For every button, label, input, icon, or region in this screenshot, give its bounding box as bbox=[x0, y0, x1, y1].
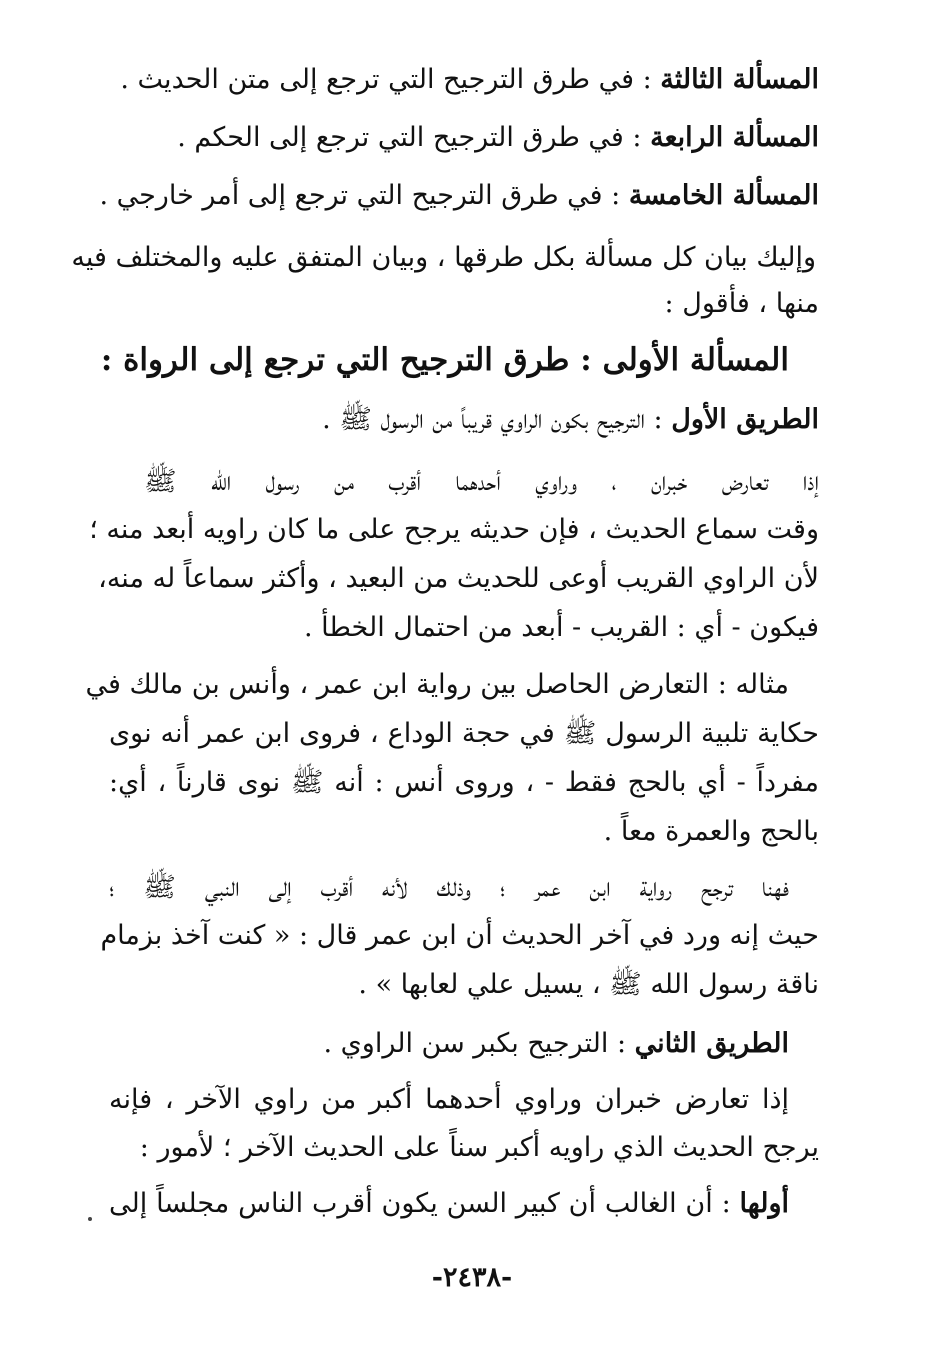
first-reason-label: أولها bbox=[739, 1188, 789, 1219]
method-2-line bbox=[84, 1024, 789, 1064]
intro-line-2: منها ، فأقول : bbox=[664, 288, 819, 319]
para-2-line-4: بالحج والعمرة معاً . bbox=[603, 816, 819, 847]
para-1-line-3: لأن الراوي القريب أوعى للحديث من البعيد ، وأكثر سماعاً له منه، bbox=[98, 563, 819, 594]
method-2-text: : الترجيح بكبر سن الراوي . bbox=[323, 1028, 635, 1059]
issue-4-label: المسألة الرابعة bbox=[650, 122, 819, 153]
para-4-line-2: يرجح الحديث الذي راويه أكبر سناً على الحديث الآخر ؛ لأمور : bbox=[139, 1132, 819, 1163]
method-1-line bbox=[114, 400, 819, 440]
method-1-label: الطريق الأول bbox=[671, 404, 819, 435]
intro-line-1: وإليك بيان كل مسألة بكل طرقها ، وبيان المتفق عليه والمختلف فيه bbox=[71, 242, 816, 273]
issue-4-line bbox=[114, 118, 819, 158]
issue-4-text: : في طرق الترجيح التي ترجع إلى الحكم . bbox=[177, 122, 651, 153]
stray-dot bbox=[88, 1217, 92, 1221]
issue-5-label: المسألة الخامسة bbox=[628, 180, 819, 211]
issue-5-text: : في طرق الترجيح التي ترجع إلى أمر خارجي . bbox=[99, 180, 629, 211]
para-2-line-2: حكاية تلبية الرسول ﷺ في حجة الوداع ، فروى ابن عمر أنه نوى bbox=[109, 718, 819, 749]
issue-3-line bbox=[114, 60, 819, 100]
first-reason-text: : أن الغالب أن كبير السن يكون أقرب الناس مجلساً إلى bbox=[109, 1188, 740, 1219]
para-1-line-1: إذا تعارض خبران ، وراوي أحدهما أقرب من رسول الله ﷺ bbox=[144, 466, 819, 497]
para-4-line-1: إذا تعارض خبران وراوي أحدهما أكبر من راوي الآخر ، فإنه bbox=[109, 1084, 789, 1115]
para-3-line-3: ناقة رسول الله ﷺ ، يسيل علي لعابها » . bbox=[358, 969, 819, 1000]
method-2-label: الطريق الثاني bbox=[634, 1028, 789, 1059]
method-1-text: : الترجيح بكون الراوي قريباً من الرسول ﷺ . bbox=[322, 404, 672, 435]
para-1-line-4: فيكون - أي : القريب - أبعد من احتمال الخطأ . bbox=[304, 612, 819, 643]
issue-3-text: : في طرق الترجيح التي ترجع إلى متن الحديث . bbox=[120, 64, 661, 95]
para-2-line-1: مثاله : التعارض الحاصل بين رواية ابن عمر ، وأنس بن مالك في bbox=[85, 669, 789, 700]
para-1-line-2: وقت سماع الحديث ، فإن حديثه يرجح على ما كان راويه أبعد منه ؛ bbox=[89, 514, 819, 545]
first-issue-heading: المسألة الأولى : طرق الترجيح التي ترجع إلى الرواة : bbox=[100, 342, 789, 378]
issue-5-line bbox=[99, 176, 819, 216]
para-2-line-3: مفرداً - أي بالحج فقط - ، وروى أنس : أنه ﷺ نوى قارناً ، أي: bbox=[109, 767, 819, 798]
para-3-line-1: فهنا ترجح رواية ابن عمر ؛ وذلك لأنه أقرب إلى النبي ﷺ ؛ bbox=[109, 872, 789, 903]
page-number: -٢٤٣٨- bbox=[431, 1262, 513, 1293]
para-3-line-2: حيث إنه ورد في آخر الحديث أن ابن عمر قال : « كنت آخذ بزمام bbox=[100, 920, 819, 951]
first-reason-line bbox=[109, 1184, 789, 1224]
issue-3-label: المسألة الثالثة bbox=[660, 64, 819, 95]
